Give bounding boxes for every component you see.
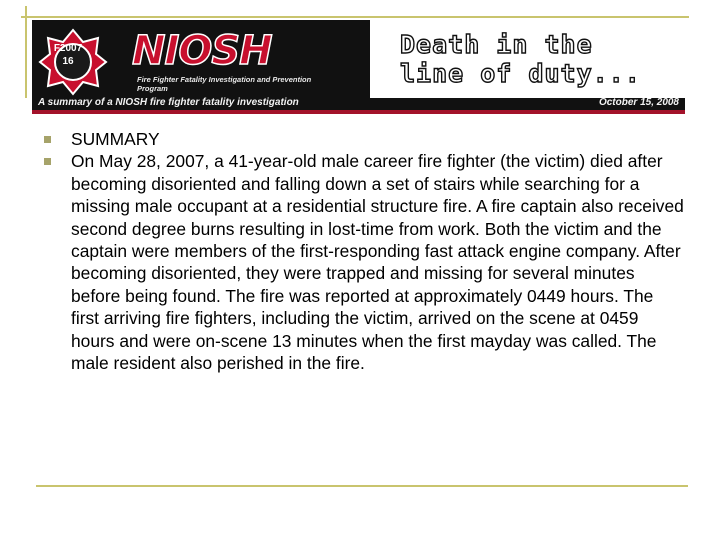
niosh-banner	[32, 20, 685, 114]
niosh-logo-text: NIOSH	[132, 28, 272, 74]
bullet-item-description	[44, 150, 684, 374]
niosh-program-subtitle: Fire Fighter Fatality Investigation and Prevention Program	[137, 75, 312, 93]
banner-title-area	[370, 20, 685, 98]
bullet-item-summary	[44, 128, 684, 150]
banner-title-line-1: Death in the	[400, 30, 593, 59]
banner-title-line-2: line of duty...	[400, 59, 641, 88]
summary-paragraph: On May 28, 2007, a 41-year-old male career fire fighter (the victim) died after becoming disoriented and falling down a set of stairs while searching for a missing male occupant at a residential structure fire. A fire captain also received second degree burns resulting in lost-time from work. Both the victim and the captain were members of the first-responding fast attack engine company. After becoming disoriented, they were trapped and missing for several minutes before being found. The fire was reported at approximately 0449 hours. The first arriving fire fighters, including the victim, arrived on the scene at 0459 hours and were on-scene 13 minutes when the first mayday was called. The male resident also perished in the fire.	[71, 151, 684, 374]
frame-bottom-line	[36, 485, 688, 487]
frame-left-line	[25, 6, 27, 98]
banner-summary-caption: A summary of a NIOSH fire fighter fatality investigation	[38, 97, 299, 108]
square-bullet-icon	[44, 136, 51, 143]
slide-content	[44, 128, 684, 374]
summary-heading: SUMMARY	[71, 129, 160, 149]
badge-number: 16	[62, 56, 74, 67]
badge-label	[50, 42, 86, 68]
badge-year: F2007	[53, 43, 83, 54]
banner-bottom-strip	[32, 98, 685, 110]
frame-top-line	[21, 16, 689, 18]
banner-date: October 15, 2008	[598, 97, 679, 108]
niosh-logo-area	[32, 20, 370, 98]
square-bullet-icon	[44, 158, 51, 165]
